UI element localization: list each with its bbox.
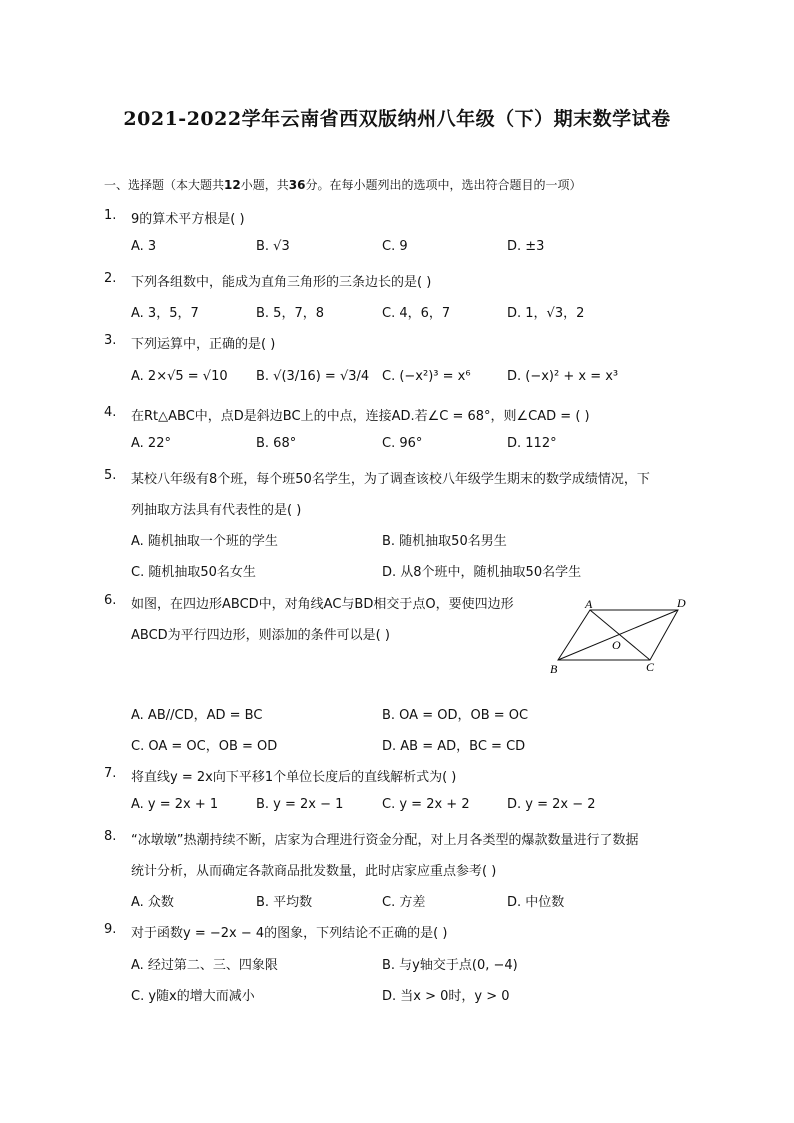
question-stem: 将直线y = 2x向下平移1个单位长度后的直线解析式为( ): [131, 770, 457, 785]
option-a: A. 3: [131, 239, 157, 254]
question-stem-line-2: 统计分析，从而确定各款商品批发数量，此时店家应重点参考( ): [131, 864, 497, 879]
option-d: D. (−x)² + x = x³: [507, 369, 619, 384]
question-stem: 9的算术平方根是( ): [131, 212, 245, 227]
option-c: C. 随机抽取50名女生: [131, 565, 256, 580]
question-stem-line-2: ABCD为平行四边形，则添加的条件可以是( ): [131, 628, 390, 643]
option-c: C. 96°: [382, 436, 423, 451]
option-b: B. 平均数: [256, 895, 313, 910]
option-a: A. 随机抽取一个班的学生: [131, 534, 278, 549]
option-d: D. 中位数: [507, 895, 565, 910]
question-stem-line-1: 如图，在四边形ABCD中，对角线AC与BD相交于点O，要使四边形: [131, 597, 514, 612]
parallelogram-figure: [546, 596, 696, 678]
question-number: 7.: [104, 766, 117, 781]
option-a: A. 2×√5 = √10: [131, 369, 228, 384]
question-number: 5.: [104, 468, 117, 483]
option-a: A. 经过第二、三、四象限: [131, 958, 278, 973]
option-b: B. 与y轴交于点(0, −4): [382, 958, 518, 973]
option-d: D. 当x > 0时，y > 0: [382, 989, 510, 1004]
option-b: B. 5，7，8: [256, 306, 324, 321]
option-c: C. y随x的增大而减小: [131, 989, 255, 1004]
option-d: D. 1，√3，2: [507, 306, 585, 321]
label-b: B: [550, 662, 558, 676]
option-c: C. (−x²)³ = x⁶: [382, 369, 471, 384]
option-c: C. y = 2x + 2: [382, 797, 470, 812]
question-stem-line-1: 某校八年级有8个班，每个班50名学生，为了调查该校八年级学生期末的数学成绩情况，下: [131, 472, 650, 487]
option-a: A. 3，5，7: [131, 306, 199, 321]
diagonal-ac: [590, 610, 650, 660]
exam-title: 2021-2022学年云南省西双版纳州八年级（下）期末数学试卷: [123, 108, 671, 130]
question-stem: 对于函数y = −2x − 4的图象，下列结论不正确的是( ): [131, 926, 448, 941]
option-c: C. 方差: [382, 895, 426, 910]
option-a: A. y = 2x + 1: [131, 797, 219, 812]
option-a: A. 22°: [131, 436, 171, 451]
question-stem: 下列各组数中，能成为直角三角形的三条边长的是( ): [131, 275, 432, 290]
option-b: B. 随机抽取50名男生: [382, 534, 507, 549]
question-stem-line-1: “冰墩墩”热潮持续不断，店家为合理进行资金分配，对上月各类型的爆款数量进行了数据: [131, 833, 639, 848]
question-number: 4.: [104, 405, 117, 420]
option-c: C. 9: [382, 239, 408, 254]
option-a: A. AB//CD，AD = BC: [131, 708, 263, 723]
option-d: D. y = 2x − 2: [507, 797, 596, 812]
label-o: O: [612, 638, 621, 652]
label-d: D: [677, 596, 686, 610]
question-number: 1.: [104, 208, 117, 223]
option-a: A. 众数: [131, 895, 174, 910]
option-c: C. OA = OC，OB = OD: [131, 739, 278, 754]
question-number: 9.: [104, 922, 117, 937]
option-d: D. 从8个班中，随机抽取50名学生: [382, 565, 582, 580]
question-stem-line-2: 列抽取方法具有代表性的是( ): [131, 503, 302, 518]
option-d: D. 112°: [507, 436, 557, 451]
option-b: B. OA = OD，OB = OC: [382, 708, 529, 723]
question-stem: 在Rt△ABC中，点D是斜边BC上的中点，连接AD.若∠C = 68°，则∠CAD = ( ): [131, 409, 590, 424]
question-number: 3.: [104, 333, 117, 348]
question-stem: 下列运算中，正确的是( ): [131, 337, 276, 352]
label-c: C: [646, 660, 655, 674]
section-heading: 一、选择题（本大题共12小题，共36分。在每小题列出的选项中，选出符合题目的一项）: [104, 178, 582, 192]
question-number: 8.: [104, 829, 117, 844]
label-a: A: [585, 597, 593, 611]
question-number: 2.: [104, 271, 117, 286]
option-b: B. √(3/16) = √3/4: [256, 369, 370, 384]
option-b: B. y = 2x − 1: [256, 797, 344, 812]
option-d: D. ±3: [507, 239, 545, 254]
option-c: C. 4，6，7: [382, 306, 451, 321]
option-b: B. 68°: [256, 436, 297, 451]
question-number: 6.: [104, 593, 117, 608]
diagonal-bd: [558, 610, 678, 660]
option-b: B. √3: [256, 239, 290, 254]
option-d: D. AB = AD，BC = CD: [382, 739, 526, 754]
